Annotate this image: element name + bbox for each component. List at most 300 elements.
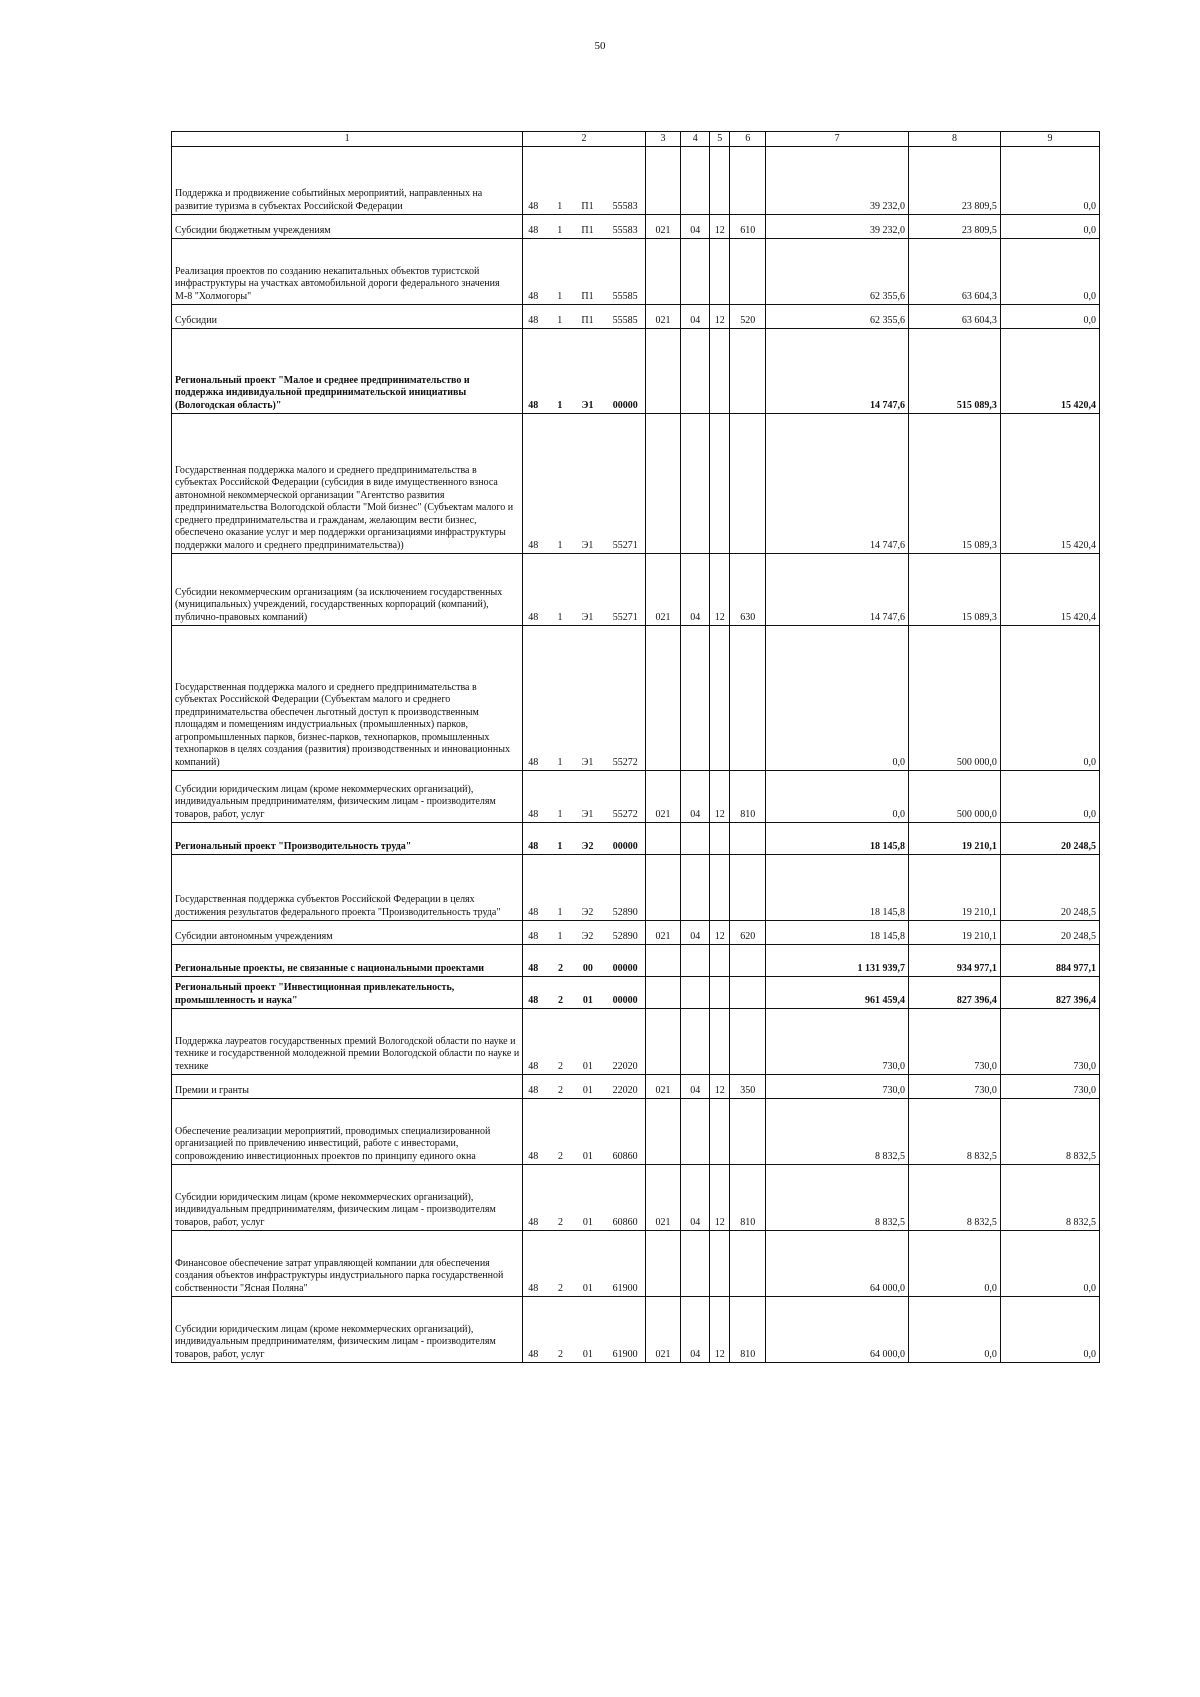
row-name: Региональный проект "Производительность труда"	[172, 823, 523, 855]
col-6-expense-type: 630	[730, 554, 766, 626]
col-6-expense-type: 350	[730, 1075, 766, 1099]
code-part: 1	[557, 200, 563, 212]
row-name: Субсидии юридическим лицам (кроме некоммерческих организаций), индивидуальным предпринимателям, физическим лицам - производителям товаров, работ, услуг	[172, 1165, 523, 1231]
col-4-section	[681, 414, 710, 554]
col-4-section	[681, 977, 710, 1009]
code-parts	[526, 291, 642, 304]
classification-code	[523, 414, 646, 554]
col-9-amount: 0,0	[1000, 1231, 1099, 1297]
code-part: 2	[558, 1348, 564, 1360]
code-parts	[526, 1217, 642, 1230]
col-8-amount: 515 089,3	[909, 329, 1001, 414]
code-part: 2	[558, 1084, 564, 1096]
col-6-expense-type	[730, 626, 766, 771]
table-row	[172, 1075, 1100, 1099]
table-row	[172, 855, 1100, 921]
classification-code	[523, 921, 646, 945]
col-6-expense-type: 610	[730, 215, 766, 239]
col-9-amount: 884 977,1	[1000, 945, 1099, 977]
col-6-expense-type: 810	[730, 771, 766, 823]
code-parts	[526, 841, 642, 854]
row-name: Субсидии юридическим лицам (кроме некоммерческих организаций), индивидуальным предпринимателям, физическим лицам - производителям товаров, работ, услуг	[172, 1297, 523, 1363]
code-parts	[526, 612, 642, 625]
col-3-code: 021	[645, 1297, 681, 1363]
code-part: 48	[528, 808, 539, 820]
code-part: 01	[582, 1150, 593, 1162]
classification-code	[523, 1231, 646, 1297]
code-part: 52890	[612, 930, 638, 942]
classification-code	[523, 1009, 646, 1075]
classification-code	[523, 1099, 646, 1165]
col-3-code: 021	[645, 1075, 681, 1099]
budget-table	[171, 131, 1100, 1363]
col-3-code: 021	[645, 1165, 681, 1231]
col-8-amount: 15 089,3	[909, 414, 1001, 554]
col-3-code: 021	[645, 554, 681, 626]
col-3-code	[645, 239, 681, 305]
col-8-amount: 0,0	[909, 1231, 1001, 1297]
col-4-section	[681, 329, 710, 414]
code-parts	[526, 1151, 642, 1164]
col-6-expense-type	[730, 1009, 766, 1075]
table-row	[172, 1297, 1100, 1363]
code-part: 1	[557, 611, 563, 623]
code-parts	[526, 995, 642, 1008]
col-5-subsection	[709, 329, 729, 414]
row-name: Субсидии бюджетным учреждениям	[172, 215, 523, 239]
code-part: Э1	[581, 756, 594, 768]
header-cell: 9	[1000, 132, 1099, 147]
code-part: 48	[528, 1216, 539, 1228]
table-row	[172, 977, 1100, 1009]
table-row	[172, 921, 1100, 945]
code-parts	[526, 907, 642, 920]
code-parts	[526, 1349, 642, 1362]
code-part: 48	[528, 906, 539, 918]
col-8-amount: 500 000,0	[909, 626, 1001, 771]
col-9-amount: 0,0	[1000, 147, 1099, 215]
code-part: 1	[557, 756, 563, 768]
col-6-expense-type: 520	[730, 305, 766, 329]
code-part: 1	[557, 808, 563, 820]
col-7-amount: 62 355,6	[766, 305, 909, 329]
code-part: 1	[557, 314, 563, 326]
col-8-amount: 0,0	[909, 1297, 1001, 1363]
code-part: Э1	[581, 399, 594, 411]
col-7-amount: 730,0	[766, 1075, 909, 1099]
col-7-amount: 14 747,6	[766, 554, 909, 626]
code-parts	[526, 225, 642, 238]
classification-code	[523, 305, 646, 329]
col-8-amount: 500 000,0	[909, 771, 1001, 823]
code-part: 1	[557, 906, 563, 918]
code-part: 48	[528, 840, 539, 852]
col-8-amount: 730,0	[909, 1075, 1001, 1099]
code-part: 2	[558, 962, 564, 974]
code-parts	[526, 809, 642, 822]
row-name: Реализация проектов по созданию некапитальных объектов туристской инфраструктуры на участках автомобильной дороги федерального значения М-8 "Холмогоры"	[172, 239, 523, 305]
col-3-code	[645, 1009, 681, 1075]
header-cell: 5	[709, 132, 729, 147]
code-part: 48	[528, 539, 539, 551]
code-parts	[526, 1283, 642, 1296]
row-name: Субсидии некоммерческим организациям (за исключением государственных (муниципальных) учреждений, государственных корпораций (компаний), публично-правовых компаний)	[172, 554, 523, 626]
code-part: 55585	[612, 290, 638, 302]
col-4-section	[681, 147, 710, 215]
col-7-amount: 1 131 939,7	[766, 945, 909, 977]
code-part: 2	[558, 1150, 564, 1162]
col-7-amount: 39 232,0	[766, 215, 909, 239]
table-row	[172, 1231, 1100, 1297]
table-row	[172, 305, 1100, 329]
header-cell: 2	[523, 132, 646, 147]
code-part: Э1	[581, 808, 594, 820]
col-9-amount: 20 248,5	[1000, 921, 1099, 945]
code-part: 48	[528, 224, 539, 236]
page-number: 50	[594, 40, 606, 52]
table-row	[172, 147, 1100, 215]
code-part: П1	[581, 314, 594, 326]
col-5-subsection	[709, 626, 729, 771]
code-part: 48	[528, 200, 539, 212]
row-name: Премии и гранты	[172, 1075, 523, 1099]
code-part: 48	[528, 611, 539, 623]
col-8-amount: 934 977,1	[909, 945, 1001, 977]
col-9-amount: 15 420,4	[1000, 554, 1099, 626]
col-5-subsection: 12	[709, 554, 729, 626]
classification-code	[523, 147, 646, 215]
col-5-subsection: 12	[709, 921, 729, 945]
col-3-code	[645, 855, 681, 921]
col-5-subsection: 12	[709, 771, 729, 823]
row-name: Государственная поддержка малого и среднего предпринимательства в субъектах Российской Федерации (субсидия в виде имущественного взноса автономной некоммерческой организации "Агентство развития предпринимательства Вологодской области "Мой бизнес" (Субъектам малого и среднего предпринимательства и гражданам, желающим вести бизнес, обеспечено оказание услуг и мер поддержки организациями инфраструктуры поддержки малого и среднего предпринимательства))	[172, 414, 523, 554]
col-9-amount: 8 832,5	[1000, 1099, 1099, 1165]
code-part: 00000	[612, 840, 638, 852]
col-3-code: 021	[645, 921, 681, 945]
col-6-expense-type	[730, 329, 766, 414]
table-row	[172, 1009, 1100, 1075]
code-part: П1	[581, 224, 594, 236]
col-7-amount: 18 145,8	[766, 921, 909, 945]
col-9-amount: 0,0	[1000, 215, 1099, 239]
row-name: Региональный проект "Инвестиционная привлекательность, промышленность и наука"	[172, 977, 523, 1009]
col-6-expense-type: 810	[730, 1165, 766, 1231]
col-8-amount: 8 832,5	[909, 1165, 1001, 1231]
code-part: 48	[528, 314, 539, 326]
col-8-amount: 19 210,1	[909, 921, 1001, 945]
col-5-subsection: 12	[709, 1075, 729, 1099]
col-4-section: 04	[681, 215, 710, 239]
classification-code	[523, 1075, 646, 1099]
col-4-section	[681, 626, 710, 771]
code-parts	[526, 315, 642, 328]
col-5-subsection	[709, 414, 729, 554]
row-name: Поддержка лауреатов государственных премий Вологодской области по науке и технике и государственной молодежной премии Вологодской области по науке и технике	[172, 1009, 523, 1075]
col-9-amount: 0,0	[1000, 626, 1099, 771]
code-part: 2	[558, 1060, 564, 1072]
code-part: 01	[582, 1282, 593, 1294]
table-header-row	[172, 132, 1100, 147]
code-part: 01	[582, 1216, 593, 1228]
col-7-amount: 18 145,8	[766, 855, 909, 921]
col-5-subsection	[709, 147, 729, 215]
header-cell: 3	[645, 132, 681, 147]
row-name: Региональные проекты, не связанные с национальными проектами	[172, 945, 523, 977]
col-8-amount: 63 604,3	[909, 305, 1001, 329]
code-part: 2	[558, 1282, 564, 1294]
code-part: 48	[528, 1348, 539, 1360]
col-3-code	[645, 977, 681, 1009]
col-4-section	[681, 1009, 710, 1075]
col-6-expense-type	[730, 1231, 766, 1297]
code-parts	[526, 963, 642, 976]
col-8-amount: 827 396,4	[909, 977, 1001, 1009]
col-6-expense-type	[730, 239, 766, 305]
table-row	[172, 1099, 1100, 1165]
col-3-code	[645, 414, 681, 554]
col-3-code: 021	[645, 215, 681, 239]
col-8-amount: 730,0	[909, 1009, 1001, 1075]
col-4-section: 04	[681, 921, 710, 945]
row-name: Региональный проект "Малое и среднее предпринимательство и поддержка индивидуальной предпринимательской инициативы (Вологодская область)"	[172, 329, 523, 414]
col-3-code	[645, 823, 681, 855]
col-3-code	[645, 945, 681, 977]
code-part: 55585	[612, 314, 638, 326]
col-7-amount: 39 232,0	[766, 147, 909, 215]
col-4-section	[681, 855, 710, 921]
row-name: Финансовое обеспечение затрат управляющей компании для обеспечения создания объектов инфраструктуры индустриального парка государственной собственности "Ясная Поляна"	[172, 1231, 523, 1297]
code-part: 00000	[612, 962, 638, 974]
col-4-section	[681, 1231, 710, 1297]
classification-code	[523, 239, 646, 305]
col-5-subsection: 12	[709, 1165, 729, 1231]
col-5-subsection	[709, 823, 729, 855]
col-7-amount: 64 000,0	[766, 1231, 909, 1297]
code-part: 00000	[612, 994, 638, 1006]
row-name: Государственная поддержка малого и среднего предпринимательства в субъектах Российской Федерации (Субъектам малого и среднего предпринимательства обеспечен льготный доступ к производственным площадям и помещениям индустриальных (промышленных) парков, агропромышленных парков, бизнес-парков, технопарков, промышленных технопарков в целях создания (развития) производственных и инновационных компаний)	[172, 626, 523, 771]
code-part: 52890	[612, 906, 638, 918]
code-part: Э1	[581, 611, 594, 623]
col-9-amount: 0,0	[1000, 771, 1099, 823]
code-part: 22020	[612, 1060, 638, 1072]
header-cell: 1	[172, 132, 523, 147]
col-4-section	[681, 1099, 710, 1165]
code-part: 48	[528, 1282, 539, 1294]
col-6-expense-type: 620	[730, 921, 766, 945]
col-3-code	[645, 626, 681, 771]
code-part: 22020	[612, 1084, 638, 1096]
col-8-amount: 19 210,1	[909, 823, 1001, 855]
col-9-amount: 20 248,5	[1000, 855, 1099, 921]
row-name: Поддержка и продвижение событийных мероприятий, направленных на развитие туризма в субъектах Российской Федерации	[172, 147, 523, 215]
classification-code	[523, 215, 646, 239]
col-3-code	[645, 329, 681, 414]
code-part: 60860	[612, 1150, 638, 1162]
code-part: Э2	[581, 930, 594, 942]
code-part: 1	[557, 930, 563, 942]
col-5-subsection	[709, 1009, 729, 1075]
col-5-subsection	[709, 855, 729, 921]
header-cell: 7	[766, 132, 909, 147]
code-part: 1	[557, 224, 563, 236]
code-part: П1	[581, 290, 594, 302]
code-part: 48	[528, 994, 539, 1006]
code-part: Э2	[581, 906, 594, 918]
code-part: 55271	[612, 539, 638, 551]
code-part: 48	[528, 399, 539, 411]
code-part: 2	[558, 1216, 564, 1228]
code-part: 2	[558, 994, 564, 1006]
col-7-amount: 64 000,0	[766, 1297, 909, 1363]
table-row	[172, 239, 1100, 305]
header-cell: 8	[909, 132, 1001, 147]
col-6-expense-type	[730, 414, 766, 554]
col-7-amount: 62 355,6	[766, 239, 909, 305]
col-4-section: 04	[681, 1297, 710, 1363]
code-parts	[526, 1061, 642, 1074]
col-4-section: 04	[681, 1075, 710, 1099]
code-part: 01	[582, 1060, 593, 1072]
col-6-expense-type	[730, 855, 766, 921]
col-7-amount: 14 747,6	[766, 414, 909, 554]
classification-code	[523, 977, 646, 1009]
col-5-subsection	[709, 945, 729, 977]
code-part: 61900	[612, 1348, 638, 1360]
col-9-amount: 20 248,5	[1000, 823, 1099, 855]
col-7-amount: 14 747,6	[766, 329, 909, 414]
col-9-amount: 827 396,4	[1000, 977, 1099, 1009]
code-part: 1	[557, 539, 563, 551]
col-7-amount: 8 832,5	[766, 1165, 909, 1231]
code-parts	[526, 201, 642, 214]
col-5-subsection: 12	[709, 215, 729, 239]
code-part: 01	[582, 1348, 593, 1360]
classification-code	[523, 1165, 646, 1231]
code-part: 1	[557, 399, 563, 411]
col-3-code	[645, 147, 681, 215]
col-3-code	[645, 1099, 681, 1165]
code-parts	[526, 400, 642, 413]
header-cell: 6	[730, 132, 766, 147]
classification-code	[523, 1297, 646, 1363]
code-part: 01	[582, 994, 593, 1006]
col-8-amount: 15 089,3	[909, 554, 1001, 626]
col-4-section	[681, 945, 710, 977]
col-9-amount: 15 420,4	[1000, 414, 1099, 554]
col-6-expense-type	[730, 977, 766, 1009]
col-5-subsection: 12	[709, 1297, 729, 1363]
row-name: Субсидии юридическим лицам (кроме некоммерческих организаций), индивидуальным предпринимателям, физическим лицам - производителям товаров, работ, услуг	[172, 771, 523, 823]
code-part: 48	[528, 1084, 539, 1096]
code-part: 00	[582, 962, 593, 974]
code-part: 00000	[612, 399, 638, 411]
col-7-amount: 961 459,4	[766, 977, 909, 1009]
code-part: 55583	[612, 224, 638, 236]
code-parts	[526, 757, 642, 770]
code-part: 48	[528, 290, 539, 302]
classification-code	[523, 855, 646, 921]
code-parts	[526, 540, 642, 553]
col-4-section	[681, 823, 710, 855]
col-8-amount: 23 809,5	[909, 147, 1001, 215]
classification-code	[523, 554, 646, 626]
col-7-amount: 0,0	[766, 771, 909, 823]
col-9-amount: 730,0	[1000, 1009, 1099, 1075]
row-name: Субсидии автономным учреждениям	[172, 921, 523, 945]
col-6-expense-type	[730, 147, 766, 215]
code-part: 61900	[612, 1282, 638, 1294]
col-9-amount: 0,0	[1000, 1297, 1099, 1363]
col-5-subsection	[709, 977, 729, 1009]
header-cell: 4	[681, 132, 710, 147]
col-9-amount: 0,0	[1000, 305, 1099, 329]
classification-code	[523, 329, 646, 414]
col-3-code	[645, 1231, 681, 1297]
col-4-section: 04	[681, 305, 710, 329]
code-part: 48	[528, 930, 539, 942]
col-6-expense-type	[730, 823, 766, 855]
code-part: 48	[528, 756, 539, 768]
col-3-code: 021	[645, 305, 681, 329]
col-7-amount: 730,0	[766, 1009, 909, 1075]
col-7-amount: 18 145,8	[766, 823, 909, 855]
code-part: Э2	[581, 840, 594, 852]
classification-code	[523, 945, 646, 977]
col-3-code: 021	[645, 771, 681, 823]
code-part: 1	[557, 840, 563, 852]
code-part: 55272	[612, 756, 638, 768]
col-5-subsection	[709, 1231, 729, 1297]
col-9-amount: 8 832,5	[1000, 1165, 1099, 1231]
code-part: 1	[557, 290, 563, 302]
code-part: 60860	[612, 1216, 638, 1228]
code-part: 55272	[612, 808, 638, 820]
table-row	[172, 329, 1100, 414]
table-row	[172, 414, 1100, 554]
row-name: Государственная поддержка субъектов Российской Федерации в целях достижения результатов федерального проекта "Производительность труда"	[172, 855, 523, 921]
classification-code	[523, 823, 646, 855]
row-name: Субсидии	[172, 305, 523, 329]
classification-code	[523, 771, 646, 823]
code-part: 48	[528, 1060, 539, 1072]
col-5-subsection: 12	[709, 305, 729, 329]
col-7-amount: 8 832,5	[766, 1099, 909, 1165]
table-row	[172, 945, 1100, 977]
col-4-section: 04	[681, 554, 710, 626]
col-6-expense-type	[730, 945, 766, 977]
col-9-amount: 0,0	[1000, 239, 1099, 305]
code-part: 55583	[612, 200, 638, 212]
col-4-section: 04	[681, 771, 710, 823]
table-row	[172, 771, 1100, 823]
col-8-amount: 63 604,3	[909, 239, 1001, 305]
col-9-amount: 15 420,4	[1000, 329, 1099, 414]
col-7-amount: 0,0	[766, 626, 909, 771]
row-name: Обеспечение реализации мероприятий, проводимых специализированной организацией по привлечению инвестиций, работе с инвесторами, сопровождению инвестиционных проектов по принципу единого окна	[172, 1099, 523, 1165]
col-4-section: 04	[681, 1165, 710, 1231]
table-row	[172, 215, 1100, 239]
col-8-amount: 23 809,5	[909, 215, 1001, 239]
classification-code	[523, 626, 646, 771]
code-part: 01	[582, 1084, 593, 1096]
col-6-expense-type	[730, 1099, 766, 1165]
code-parts	[526, 1085, 642, 1098]
table-row	[172, 626, 1100, 771]
code-part: П1	[581, 200, 594, 212]
table-row	[172, 554, 1100, 626]
table-row	[172, 823, 1100, 855]
col-9-amount: 730,0	[1000, 1075, 1099, 1099]
